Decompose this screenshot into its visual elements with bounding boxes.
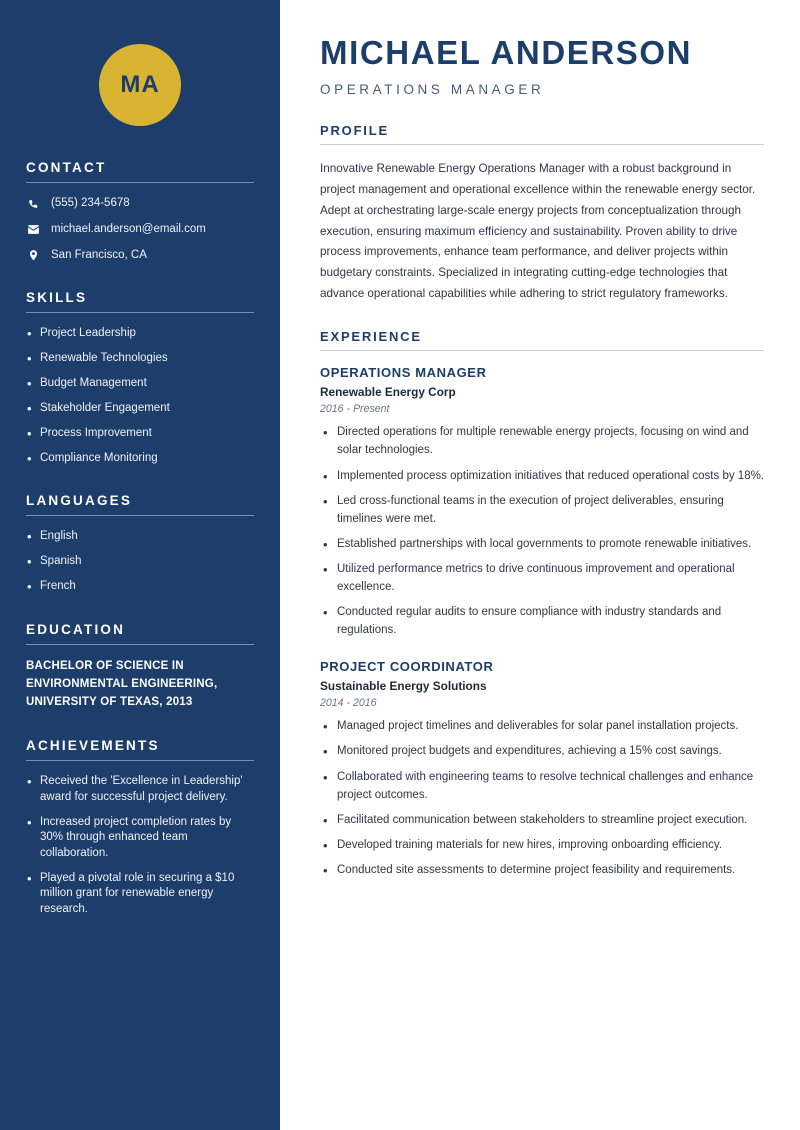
list-item: • Conducted regular audits to ensure compliance with industry standards and regulations. (320, 604, 764, 640)
list-item: • Monitored project budgets and expenditures, achieving a 15% cost savings. (320, 743, 764, 761)
list-item: • Stakeholder Engagement (26, 401, 254, 417)
contact-location-value: San Francisco, CA (51, 248, 147, 261)
list-item: • Managed project timelines and deliverables for solar panel installation projects. (320, 718, 764, 736)
contact-phone-value: (555) 234-5678 (51, 197, 130, 209)
job-company: Sustainable Energy Solutions (320, 679, 487, 694)
education-heading: EDUCATION (26, 621, 126, 637)
phone-icon (26, 197, 40, 210)
experience-divider (320, 350, 764, 352)
achievements-list (26, 774, 254, 917)
skills-heading: SKILLS (26, 289, 88, 305)
list-item: • Increased project completion rates by 30% through enhanced team collaboration. (26, 815, 254, 862)
education-entry: BACHELOR OF SCIENCE IN ENVIRONMENTAL ENGINEERING, UNIVERSITY OF TEXAS, 2013 (26, 659, 218, 708)
list-item: • Collaborated with engineering teams to resolve technical challenges and enhance project outcomes. (320, 769, 764, 805)
list-item: • Process Improvement (26, 426, 254, 442)
list-item: • Spanish (26, 554, 254, 570)
skills-list (26, 326, 254, 467)
job-bullets (320, 718, 764, 880)
contact-divider (26, 182, 254, 183)
list-item: • Renewable Technologies (26, 351, 254, 367)
list-item: • Established partnerships with local governments to promote renewable initiatives. (320, 536, 764, 554)
languages-divider (26, 515, 254, 516)
experience-entry (320, 365, 764, 640)
languages-heading: LANGUAGES (26, 493, 133, 509)
job-title: PROJECT COORDINATOR (320, 659, 494, 675)
list-item: • Developed training materials for new hires, improving onboarding efficiency. (320, 837, 764, 855)
envelope-icon (26, 223, 40, 236)
list-item: • Conducted site assessments to determine project feasibility and requirements. (320, 862, 764, 880)
list-item: • French (26, 579, 254, 595)
list-item: • Compliance Monitoring (26, 451, 254, 467)
contact-item-email[interactable] (26, 222, 254, 237)
job-bullets (320, 424, 764, 640)
languages-list (26, 529, 254, 595)
job-company: Renewable Energy Corp (320, 385, 456, 400)
location-pin-icon (26, 249, 40, 262)
contact-heading: CONTACT (26, 160, 107, 175)
job-dates: 2014 - 2016 (320, 697, 377, 710)
page-title: MICHAEL ANDERSON (320, 34, 693, 71)
sidebar (0, 0, 280, 1130)
list-item: • Played a pivotal role in securing a $10 million grant for renewable energy research. (26, 871, 254, 918)
avatar: MA (99, 44, 181, 126)
profile-divider (320, 144, 764, 146)
job-role-subtitle: OPERATIONS MANAGER (320, 81, 545, 97)
list-item: • Received the 'Excellence in Leadership' award for successful project delivery. (26, 774, 254, 805)
avatar-container (0, 0, 280, 160)
experience-section (320, 329, 764, 880)
list-item: • Implemented process optimization initiatives that reduced operational costs by 18%. (320, 468, 764, 486)
experience-heading: EXPERIENCE (320, 328, 422, 344)
contact-item-phone[interactable] (26, 196, 254, 211)
list-item: • Led cross-functional teams in the execution of project deliverables, ensuring timelines were met. (320, 493, 764, 529)
achievements-divider (26, 760, 254, 761)
job-title: OPERATIONS MANAGER (320, 365, 487, 381)
list-item: • English (26, 529, 254, 545)
list-item: • Facilitated communication between stakeholders to streamline project execution. (320, 812, 764, 830)
contact-email-value: michael.anderson@email.com (51, 222, 206, 235)
main-content (290, 0, 800, 1130)
list-item: • Directed operations for multiple renewable energy projects, focusing on wind and solar technologies. (320, 424, 764, 460)
achievements-section (26, 738, 254, 917)
sidebar-main-divider (280, 0, 290, 1130)
list-item: • Project Leadership (26, 326, 254, 342)
profile-heading: PROFILE (320, 122, 389, 138)
experience-entry (320, 659, 764, 880)
contact-section (26, 160, 254, 263)
education-divider (26, 644, 254, 645)
profile-section (320, 123, 764, 305)
contact-item-location[interactable] (26, 248, 254, 263)
achievements-heading: ACHIEVEMENTS (26, 738, 160, 754)
list-item: • Budget Management (26, 376, 254, 392)
skills-divider (26, 312, 254, 313)
education-section (26, 622, 254, 711)
job-dates: 2016 - Present (320, 403, 390, 416)
skills-section (26, 290, 254, 467)
profile-text: Innovative Renewable Energy Operations Manager with a robust background in project management and operational excellence within the renewable energy sector. Adept at orchestrating large-scale energy projects from conceptualization through execution, ensuring maximum efficiency and sustainability. Proven ability to drive process improvements, enhance team performance, and deliver projects within budgetary constraints. Specialized in integrating cutting-edge technologies that advance operational capabilities while adhering to strict regulatory frameworks. (320, 162, 756, 301)
list-item: • Utilized performance metrics to drive continuous improvement and operational excellence. (320, 561, 764, 597)
languages-section (26, 493, 254, 595)
